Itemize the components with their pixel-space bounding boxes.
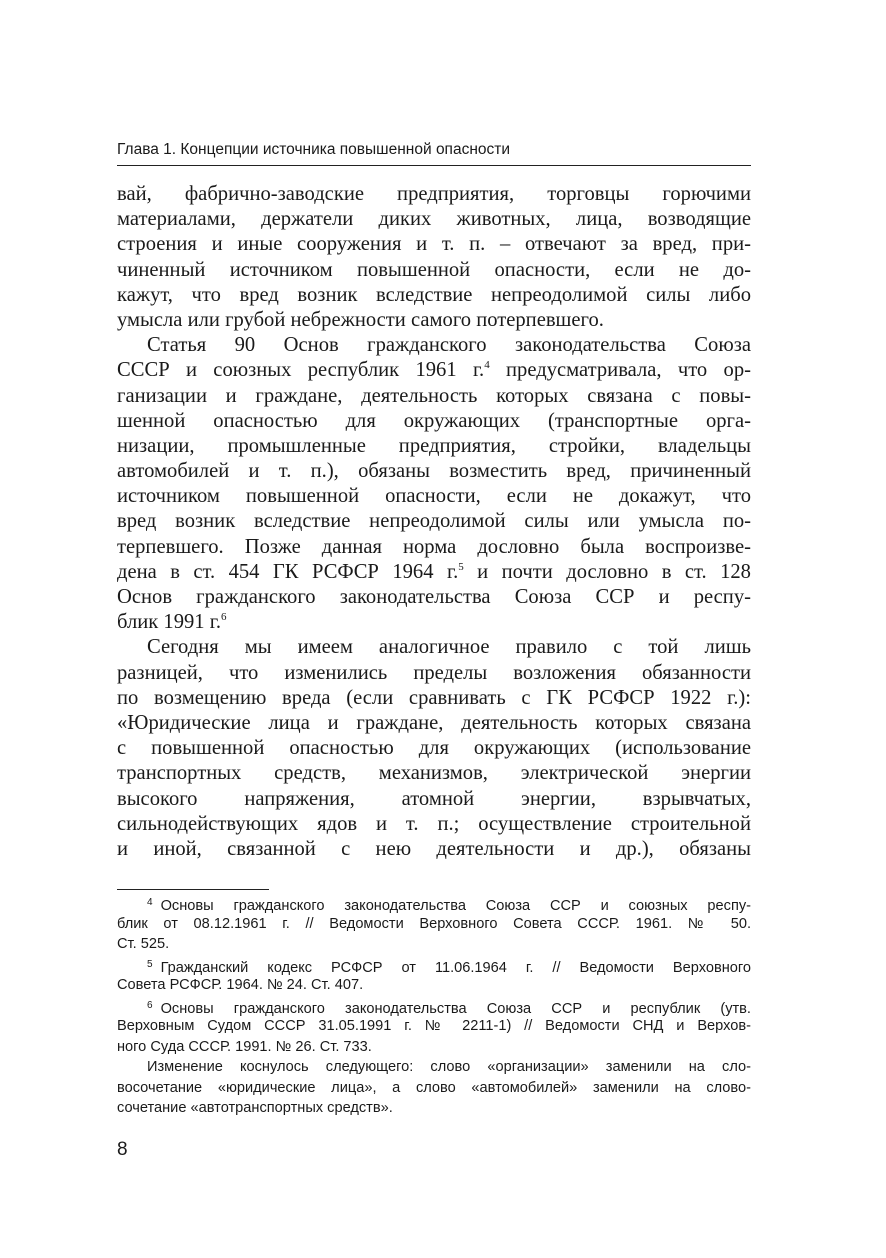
footnote-line	[117, 893, 751, 914]
page-number: 8	[117, 1139, 128, 1160]
text-line: высокого напряжения, атомной энергии, взрывчатых,	[117, 787, 751, 810]
text-line: низации, промышленные предприятия, стройки, владельцы	[117, 434, 751, 457]
footnote-number: 6	[147, 999, 153, 1011]
text-line: с повышенной опасностью для окружающих (использование	[117, 737, 751, 760]
text-line: материалами, держатели диких животных, лица, возводящие	[117, 208, 751, 231]
text-line: автомобилей и т. п.), обязаны возместить вред, причиненный	[117, 460, 751, 483]
footnote-line: блик от 08.12.1961 г. // Ведомости Верховного Совета СССР. 1961. № 50.	[117, 915, 751, 932]
footnote-6	[117, 996, 751, 1119]
text-line: шенной опасностью для окружающих (транспортные орга-	[117, 409, 751, 432]
text-line	[117, 560, 751, 585]
text-line: терпевшего. Позже данная норма дословно была воспроизве-	[117, 535, 751, 558]
footnote-ref-6[interactable]: 6	[221, 611, 227, 624]
text-line: вай, фабрично-заводские предприятия, торговцы горючими	[117, 183, 751, 205]
text-line: Сегодня мы имеем аналогичное правило с той лишь	[147, 636, 751, 659]
text-line: Основ гражданского законодательства Союза ССР и респу-	[117, 586, 751, 608]
footnote-line: Верховным Судом СССР 31.05.1991 г. № 2211-1) // Ведомости СНД и Верхов-	[117, 1018, 751, 1034]
paragraph-3	[117, 635, 751, 862]
text-fragment: Основы гражданского законодательства Союза ССР и союзных респу-	[160, 898, 751, 914]
text-line: и иной, связанной с нею деятельности и др.), обязаны	[117, 837, 751, 860]
text-line	[117, 610, 751, 635]
text-line: сильнодействующих ядов и т. п.; осуществление строительной	[117, 812, 751, 835]
text-fragment: и почти дословно в ст. 128	[463, 560, 751, 583]
text-fragment: Основы гражданского законодательства Союза ССР и республик (утв.	[160, 1000, 751, 1017]
text-line: разницей, что изменились пределы возложения обязанности	[117, 661, 751, 684]
footnote-5	[117, 955, 751, 996]
text-line: вред возник вследствие непреодолимой силы или умысла по-	[117, 510, 751, 533]
header-divider	[117, 165, 751, 166]
text-fragment: СССР и союзных республик 1961 г.	[117, 359, 485, 382]
footnote-line	[117, 996, 751, 1017]
footnote-number: 4	[147, 897, 153, 908]
text-line: кажут, что вред возник вследствие непреодолимой силы либо	[117, 283, 751, 306]
footnote-line: Совета РСФСР. 1964. № 24. Ст. 407.	[117, 977, 364, 993]
footnote-line: ного Суда СССР. 1991. № 26. Ст. 733.	[117, 1038, 372, 1055]
footnotes	[117, 893, 751, 1119]
running-head: Глава 1. Концепции источника повышенной опасности	[117, 141, 511, 158]
footnote-line: восочетание «юридические лица», а слово «автомобилей» заменили на слово-	[117, 1079, 751, 1096]
footnote-line	[117, 955, 751, 976]
text-line: умысла или грубой небрежности самого потерпевшего.	[117, 308, 604, 331]
text-line: ганизации и граждане, деятельность которых связана с повы-	[117, 384, 751, 407]
paragraph-1	[117, 182, 751, 333]
text-line: по возмещению вреда (если сравнивать с ГК РСФСР 1922 г.):	[117, 686, 751, 709]
text-fragment: Гражданский кодекс РСФСР от 11.06.1964 г. // Ведомости Верховного	[160, 959, 751, 976]
footnote-number: 5	[147, 958, 153, 970]
paragraph-2	[117, 333, 751, 635]
footnote-4	[117, 893, 751, 955]
footnote-ref-5[interactable]: 5	[458, 560, 464, 573]
text-line: Статья 90 Основ гражданского законодательства Союза	[147, 334, 751, 357]
text-fragment: предусматривала, что ор-	[489, 359, 751, 382]
text-line	[117, 358, 751, 383]
main-text	[117, 182, 751, 862]
text-line: чиненный источником повышенной опасности, если не до-	[117, 258, 751, 281]
text-line: источником повышенной опасности, если не докажут, что	[117, 485, 751, 508]
text-line: транспортных средств, механизмов, электрической энергии	[117, 762, 751, 785]
text-fragment: блик 1991 г.	[117, 611, 222, 634]
footnote-line: Ст. 525.	[117, 936, 170, 952]
text-fragment: дена в ст. 454 ГК РСФСР 1964 г.	[117, 560, 459, 583]
text-line: «Юридические лица и граждане, деятельность которых связана	[117, 711, 751, 734]
text-line: строения и иные сооружения и т. п. – отвечают за вред, при-	[117, 233, 751, 256]
footnote-ref-4[interactable]: 4	[484, 359, 490, 372]
footnote-line: Изменение коснулось следующего: слово «организации» заменили на сло-	[147, 1059, 751, 1075]
footnote-line: сочетание «автотранспортных средств».	[117, 1100, 393, 1116]
footnote-divider	[117, 889, 269, 890]
